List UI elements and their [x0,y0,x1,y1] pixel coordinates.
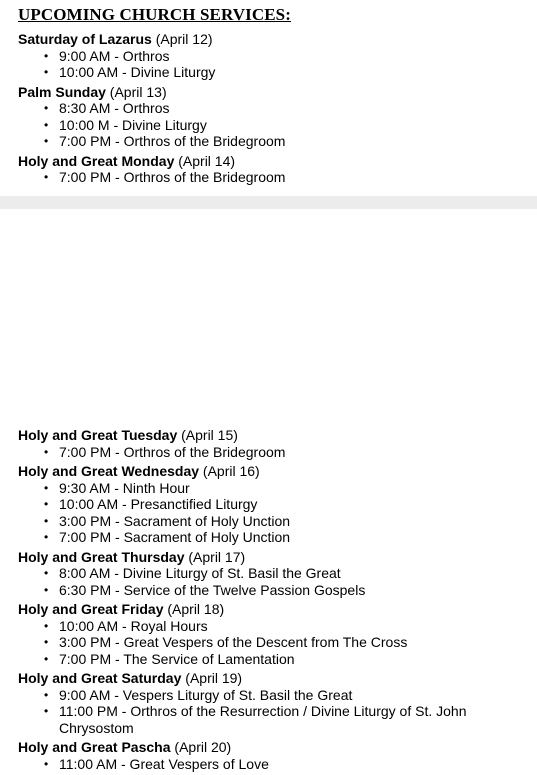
service-item-text: 8:30 AM - Orthros [59,100,170,116]
schedule-page-bottom [0,209,537,772]
bullet-icon: • [44,635,49,649]
day-name: Holy and Great Thursday [18,548,185,565]
service-item-list [18,480,523,546]
day-name: Holy and Great Wednesday [18,463,200,479]
service-item [44,443,523,461]
service-day [18,601,523,667]
service-day [18,670,523,736]
bullet-icon: • [44,101,49,115]
service-item-text: 11:00 PM - Orthros of the Resurrection / Divine Liturgy of St. John Chrysostom [59,703,467,736]
service-item-list [18,169,523,186]
service-item-text: 9:30 AM - Ninth Hour [59,479,190,496]
service-item-list [18,100,523,150]
service-day [18,463,523,546]
service-day [18,84,523,150]
day-date: (April 14) [174,152,236,169]
service-item-list [18,48,523,81]
bullet-icon: • [44,687,49,702]
bullet-icon: • [44,170,49,184]
service-item [44,529,523,546]
day-date: (April 18) [163,601,225,617]
bullet-icon: • [44,618,49,633]
day-heading [18,31,523,48]
bullet-icon: • [44,651,49,666]
service-item [44,496,523,513]
service-item [44,565,523,582]
bullet-icon: • [44,134,49,148]
service-item-text: 9:00 AM - Orthros [59,47,170,64]
day-heading [18,739,523,756]
schedule-page-top [0,0,537,196]
service-item-text: 9:00 AM - Vespers Liturgy of St. Basil the Great [59,686,353,703]
day-heading [18,549,523,566]
day-name: Holy and Great Tuesday [18,427,178,443]
service-item-text: 10:00 AM - Presanctified Liturgy [59,496,258,512]
day-date: (April 16) [199,463,260,479]
service-item [44,617,523,635]
day-name: Holy and Great Monday [18,152,175,169]
service-item-text: 7:00 PM - Sacrament of Holy Unction [59,529,291,545]
service-item [44,133,523,150]
day-name: Holy and Great Friday [18,601,164,617]
day-name: Holy and Great Saturday [18,670,182,686]
day-date: (April 12) [151,31,213,47]
bullet-icon: • [44,530,49,544]
day-heading [18,463,523,480]
service-item-text: 6:30 PM - Service of the Twelve Passion Gospels [59,581,366,598]
bullet-icon: • [44,117,49,132]
day-date: (April 20) [170,739,232,755]
service-item [44,581,523,599]
bullet-icon: • [44,65,49,79]
day-date: (April 15) [177,427,238,443]
bullet-icon: • [44,566,49,580]
day-heading [18,153,523,170]
bullet-icon: • [44,480,49,495]
day-name: Holy and Great Pascha [18,739,171,755]
service-item-text: 10:00 AM - Royal Hours [59,617,208,634]
day-heading [18,427,523,444]
bullet-icon: • [44,756,49,771]
service-item-text: 3:00 PM - Sacrament of Holy Unction [59,512,291,529]
service-item-list [18,756,523,773]
service-item [44,64,523,81]
service-item-text: 3:00 PM - Great Vespers of the Descent from The Cross [59,634,408,650]
service-item-text: 11:00 AM - Great Vespers of Love [59,755,269,772]
day-heading [18,84,523,101]
bullet-icon: • [44,704,49,718]
service-item-text: 10:00 AM - Divine Liturgy [59,64,216,80]
page-gap [0,196,537,209]
service-item [44,755,523,773]
service-item [44,116,523,134]
day-date: (April 17) [184,548,246,565]
bullet-icon: • [44,582,49,597]
service-item-text: 7:00 PM - Orthros of the Bridegroom [59,169,286,185]
day-date: (April 13) [105,83,167,100]
service-item-list [18,618,523,668]
service-day [18,739,523,772]
service-day-list [18,427,523,775]
day-heading [18,670,523,687]
service-item [44,650,523,668]
bullet-icon: • [44,513,49,528]
service-item [44,47,523,65]
service-item [44,169,523,186]
service-item-text: 7:00 PM - Orthros of the Bridegroom [59,443,286,460]
service-item-list [18,444,523,461]
service-item [44,703,523,736]
service-item-list [18,687,523,737]
service-day [18,549,523,599]
bullet-icon: • [44,48,49,63]
day-name: Saturday of Lazarus [18,31,152,47]
service-day [18,153,523,186]
service-item-list [18,565,523,598]
service-day-list [18,31,523,189]
service-day [18,427,523,460]
schedule-header: UPCOMING CHURCH SERVICES: [18,5,291,24]
bullet-icon: • [44,497,49,511]
service-item [44,634,523,651]
day-name: Palm Sunday [18,83,106,100]
service-item [44,100,523,117]
bullet-icon: • [44,444,49,459]
service-item-text: 7:00 PM - Orthros of the Bridegroom [59,133,286,149]
service-item [44,479,523,497]
day-heading [18,601,523,618]
service-day [18,31,523,81]
service-item-text: 8:00 AM - Divine Liturgy of St. Basil the Great [59,565,341,581]
day-date: (April 19) [181,670,243,686]
service-item-text: 7:00 PM - The Service of Lamentation [59,650,295,667]
service-item [44,686,523,704]
service-item-text: 10:00 M - Divine Liturgy [59,116,207,133]
service-item [44,512,523,530]
